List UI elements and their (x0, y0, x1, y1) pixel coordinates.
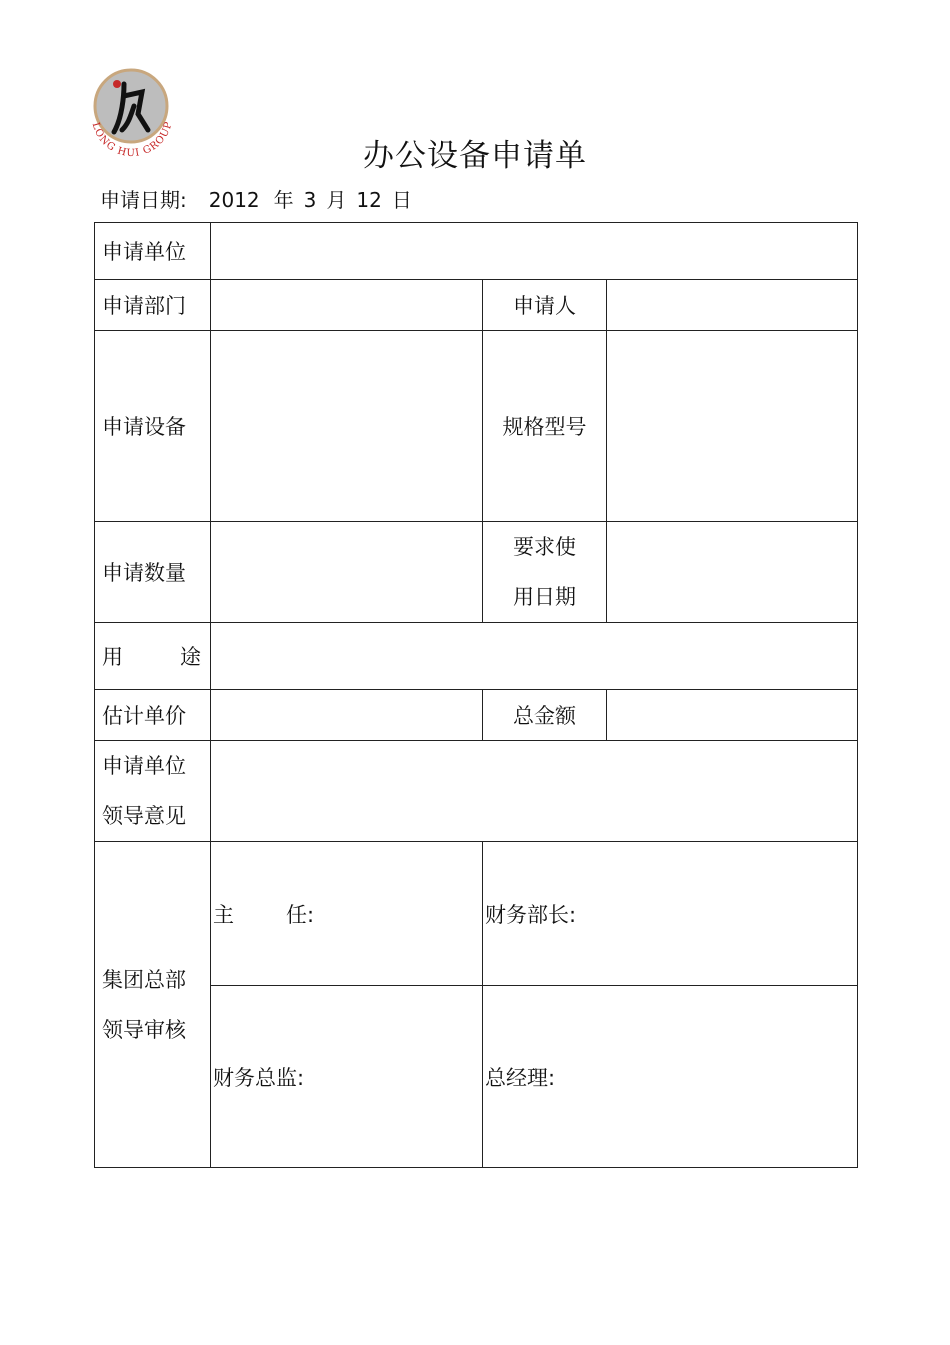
department-label: 申请部门 (95, 280, 211, 331)
department-field[interactable] (211, 280, 483, 331)
row-price (95, 690, 858, 741)
quantity-label: 申请数量 (95, 522, 211, 623)
hq-review-label-line1: 集团总部 (102, 967, 186, 992)
applicant-unit-label: 申请单位 (95, 223, 211, 280)
finance-minister-label: 财务部长: (485, 902, 577, 927)
purpose-label (95, 623, 211, 690)
date-year-unit: 年 (273, 188, 294, 212)
director-label-char1: 主 (213, 902, 234, 927)
row-hq-review-top (95, 842, 858, 986)
unit-price-label: 估计单价 (95, 690, 211, 741)
leader-opinion-label-line1: 申请单位 (102, 754, 186, 778)
leader-opinion-field[interactable] (211, 741, 858, 842)
logo-dot (113, 80, 121, 88)
row-quantity (95, 522, 858, 623)
purpose-field[interactable] (211, 623, 858, 690)
page-title: 办公设备申请单 (363, 138, 587, 174)
purpose-label-char2: 途 (180, 645, 201, 669)
required-date-label-line2: 用日期 (513, 585, 576, 609)
row-purpose (95, 623, 858, 690)
hq-review-label-line2: 领导审核 (102, 1017, 186, 1042)
total-amount-label: 总金额 (483, 690, 607, 741)
row-equipment (95, 331, 858, 522)
equipment-field[interactable] (211, 331, 483, 522)
required-date-label-line1: 要求使 (513, 535, 576, 559)
general-manager-signature-cell[interactable] (483, 986, 858, 1168)
director-signature-cell[interactable] (211, 842, 483, 986)
date-month-unit: 月 (326, 188, 347, 212)
leader-opinion-label-line2: 领导意见 (102, 804, 186, 828)
purpose-label-char1: 用 (102, 645, 123, 669)
application-date (100, 184, 412, 213)
date-label: 申请日期: (100, 188, 187, 212)
spec-model-label: 规格型号 (483, 331, 607, 522)
hq-review-label (95, 842, 211, 1168)
application-form-table (94, 222, 858, 1168)
director-label-char2: 任: (286, 902, 315, 927)
row-leader-opinion (95, 741, 858, 842)
quantity-field[interactable] (211, 522, 483, 623)
equipment-label: 申请设备 (95, 331, 211, 522)
row-applicant-unit (95, 223, 858, 280)
spec-model-field[interactable] (607, 331, 858, 522)
general-manager-label: 总经理: (485, 1065, 556, 1090)
date-year[interactable]: 2012 (208, 188, 260, 212)
applicant-label: 申请人 (483, 280, 607, 331)
finance-minister-signature-cell[interactable] (483, 842, 858, 986)
applicant-field[interactable] (607, 280, 858, 331)
logo-text: LONG HUI GROUP (89, 119, 175, 160)
total-amount-field[interactable] (607, 690, 858, 741)
cfo-label: 财务总监: (213, 1065, 305, 1090)
row-department (95, 280, 858, 331)
unit-price-field[interactable] (211, 690, 483, 741)
leader-opinion-label (95, 741, 211, 842)
required-date-field[interactable] (607, 522, 858, 623)
date-day-unit: 日 (391, 188, 412, 212)
required-date-label (483, 522, 607, 623)
date-day[interactable]: 12 (356, 188, 382, 212)
date-month[interactable]: 3 (303, 188, 317, 212)
cfo-signature-cell[interactable] (211, 986, 483, 1168)
applicant-unit-field[interactable] (211, 223, 858, 280)
